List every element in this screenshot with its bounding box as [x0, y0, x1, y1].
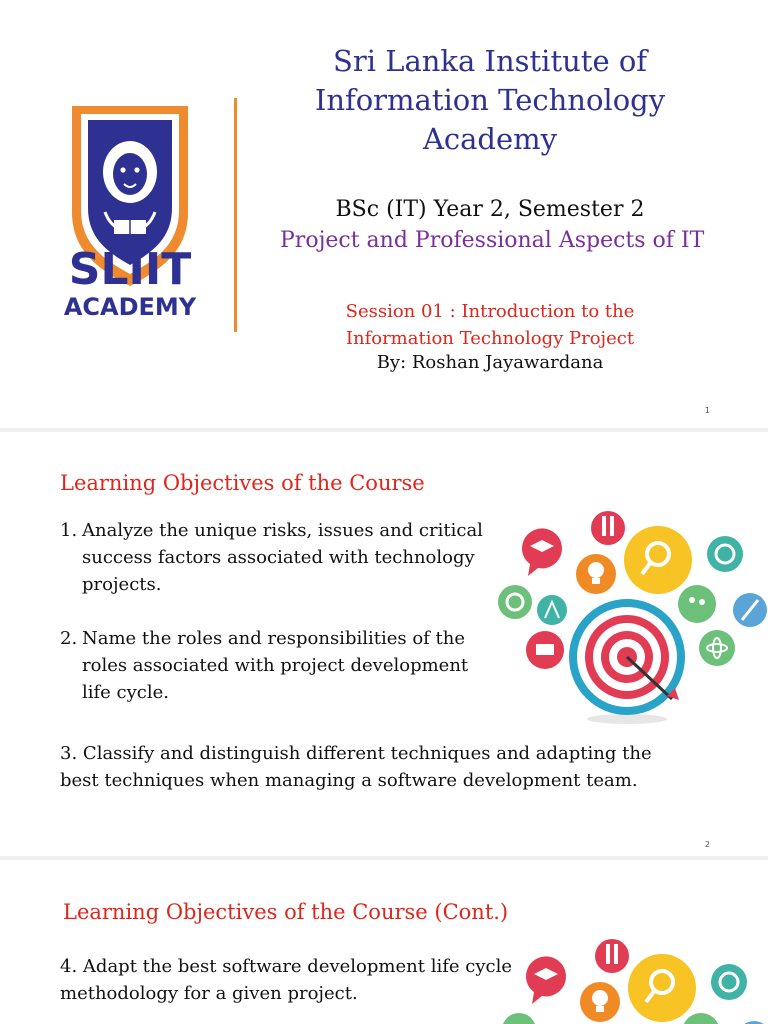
objectives-slide	[0, 432, 768, 856]
title-slide	[0, 0, 768, 428]
magnifier-icon	[624, 526, 692, 594]
course-title: Project and Professional Aspects of IT	[280, 228, 705, 253]
page-number: 2	[704, 840, 710, 849]
page-number: 1	[704, 406, 710, 415]
author-line: By: Roshan Jayawardana	[376, 352, 604, 373]
objectives-slide-cont	[0, 860, 768, 1024]
graduation-cap-icon	[522, 528, 562, 576]
objective-text: Analyze the unique risks, issues and critical success factors associated with technology projects.	[82, 520, 483, 595]
divider-line	[234, 98, 237, 332]
objective-number: 1.	[60, 520, 78, 541]
objective-text: Classify and distinguish different techniques and adapting the best techniques when managing a software development team.	[60, 743, 652, 791]
slide-title: Learning Objectives of the Course	[60, 471, 425, 495]
institute-line: Sri Lanka Institute of	[332, 44, 648, 78]
palette-icon	[682, 1013, 720, 1024]
session-line: Information Technology Project	[345, 328, 635, 349]
logo-subtitle: ACADEMY	[63, 293, 197, 321]
institute-line: Academy	[422, 122, 558, 156]
pencil-icon	[595, 939, 629, 973]
program-label: BSc (IT) Year 2, Semester 2	[335, 197, 645, 222]
institute-name	[300, 42, 680, 159]
objective-text: Name the roles and responsibilities of the roles associated with project development life cycle.	[82, 628, 469, 703]
objective-text: Adapt the best software development life cycle methodology for a given project.	[60, 956, 512, 1004]
objective-item	[60, 625, 485, 706]
graduation-cap-icon	[526, 956, 566, 1004]
slide-title: Learning Objectives of the Course (Cont.)	[63, 900, 509, 924]
objective-item	[60, 740, 660, 794]
target-illustration	[492, 504, 768, 724]
objective-number: 4.	[60, 956, 78, 977]
palette-icon	[678, 585, 716, 623]
atom-icon	[699, 630, 735, 666]
institute-line: Information Technology	[314, 83, 666, 117]
objective-number: 2.	[60, 628, 78, 649]
lightbulb-icon	[576, 554, 616, 594]
pencil-icon	[591, 511, 625, 545]
objective-number: 3.	[60, 743, 78, 764]
lightbulb-icon	[580, 982, 620, 1022]
objective-item	[60, 953, 530, 1007]
logo-wordmark: SLIIT	[68, 244, 192, 295]
objective-item	[60, 517, 500, 598]
target-illustration	[496, 932, 768, 1024]
session-title	[300, 298, 680, 352]
chat-icon	[526, 631, 564, 669]
session-line: Session 01 : Introduction to the	[345, 301, 635, 322]
sliit-academy-logo	[60, 100, 200, 325]
magnifier-icon	[628, 954, 696, 1022]
target-icon	[569, 599, 685, 724]
